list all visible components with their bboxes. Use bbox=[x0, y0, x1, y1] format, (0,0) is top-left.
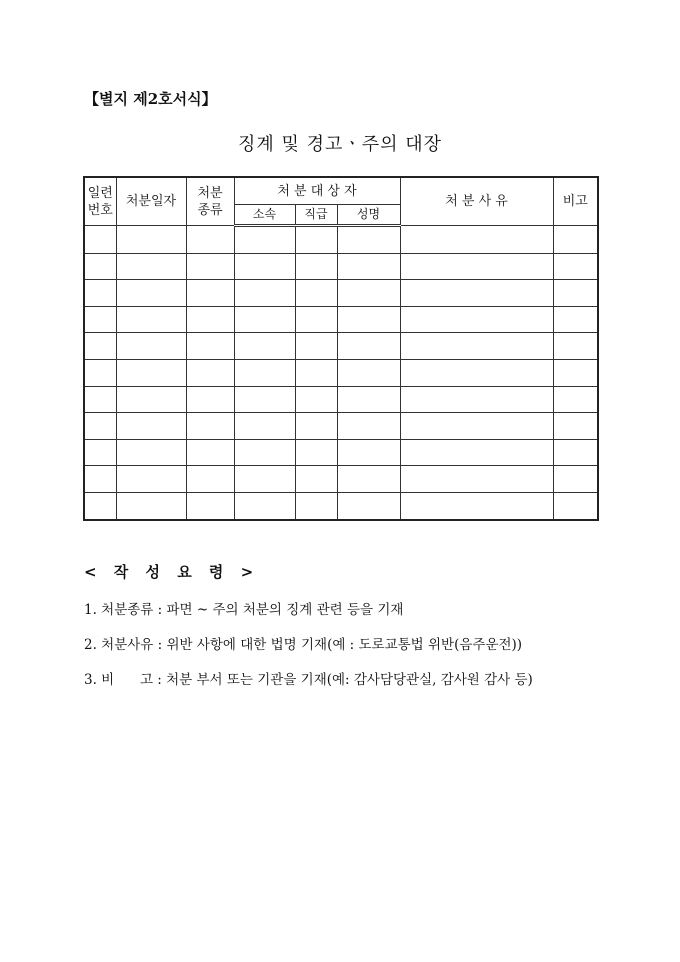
guide-item-disposition-reason: 2. 처분사유 : 위반 사항에 대한 법명 기재(예 : 도로교통법 위반(음주운전)) bbox=[84, 637, 523, 653]
ledger-body bbox=[84, 226, 598, 520]
table-row bbox=[84, 280, 598, 307]
table-cell bbox=[116, 466, 186, 493]
table-cell bbox=[337, 253, 400, 280]
table-cell bbox=[337, 386, 400, 413]
table-cell bbox=[84, 253, 116, 280]
table-row bbox=[84, 413, 598, 440]
header-affiliation: 소속 bbox=[234, 205, 295, 226]
table-cell bbox=[337, 359, 400, 386]
table-cell bbox=[84, 280, 116, 307]
table-row bbox=[84, 439, 598, 466]
table-cell bbox=[295, 226, 337, 254]
table-row bbox=[84, 226, 598, 254]
table-cell bbox=[84, 386, 116, 413]
table-cell bbox=[186, 280, 234, 307]
table-cell bbox=[295, 359, 337, 386]
table-cell bbox=[337, 466, 400, 493]
table-cell bbox=[295, 253, 337, 280]
table-row bbox=[84, 253, 598, 280]
table-cell bbox=[116, 492, 186, 519]
table-cell bbox=[553, 413, 598, 440]
table-cell bbox=[234, 280, 295, 307]
table-cell bbox=[295, 466, 337, 493]
table-cell bbox=[234, 306, 295, 333]
table-cell bbox=[116, 386, 186, 413]
document-title: 징계 및 경고ㆍ주의 대장 bbox=[237, 134, 443, 155]
table-cell bbox=[186, 386, 234, 413]
table-cell bbox=[295, 333, 337, 360]
table-cell bbox=[116, 253, 186, 280]
table-cell bbox=[186, 306, 234, 333]
table-cell bbox=[234, 359, 295, 386]
table-cell bbox=[186, 466, 234, 493]
table-cell bbox=[234, 333, 295, 360]
table-cell bbox=[400, 253, 553, 280]
table-cell bbox=[84, 226, 116, 254]
table-cell bbox=[234, 413, 295, 440]
table-cell bbox=[400, 226, 553, 254]
header-disposition-date: 처분일자 bbox=[116, 177, 186, 226]
table-cell bbox=[84, 439, 116, 466]
header-serial-number: 일련 번호 bbox=[84, 177, 116, 226]
table-cell bbox=[186, 226, 234, 254]
table-cell bbox=[186, 492, 234, 519]
table-cell bbox=[553, 253, 598, 280]
table-cell bbox=[116, 439, 186, 466]
table-cell bbox=[553, 306, 598, 333]
header-disposition-kind: 처분 종류 bbox=[186, 177, 234, 226]
guide-item-remarks: 3. 비 고 : 처분 부서 또는 기관을 기재(예: 감사담당관실, 감사원 감사 등) bbox=[84, 672, 533, 688]
table-cell bbox=[116, 226, 186, 254]
table-cell bbox=[295, 386, 337, 413]
header-disposition-target: 처 분 대 상 자 bbox=[234, 177, 400, 205]
header-disposition-reason: 처 분 사 유 bbox=[400, 177, 553, 226]
table-cell bbox=[337, 439, 400, 466]
table-cell bbox=[553, 439, 598, 466]
table-cell bbox=[84, 359, 116, 386]
table-cell bbox=[400, 359, 553, 386]
table-cell bbox=[234, 466, 295, 493]
table-row bbox=[84, 306, 598, 333]
table-row bbox=[84, 359, 598, 386]
table-cell bbox=[553, 386, 598, 413]
table-cell bbox=[295, 492, 337, 519]
table-cell bbox=[186, 333, 234, 360]
table-cell bbox=[234, 386, 295, 413]
table-cell bbox=[553, 359, 598, 386]
table-row bbox=[84, 386, 598, 413]
table-cell bbox=[84, 466, 116, 493]
table-cell bbox=[553, 333, 598, 360]
header-rank: 직급 bbox=[295, 205, 337, 226]
table-cell bbox=[84, 413, 116, 440]
guide-item-disposition-kind: 1. 처분종류 : 파면 ~ 주의 처분의 징계 관련 등을 기재 bbox=[84, 602, 404, 618]
table-cell bbox=[295, 439, 337, 466]
table-cell bbox=[116, 280, 186, 307]
table-row bbox=[84, 492, 598, 519]
table-cell bbox=[186, 359, 234, 386]
table-cell bbox=[337, 333, 400, 360]
table-cell bbox=[116, 306, 186, 333]
table-cell bbox=[116, 333, 186, 360]
table-cell bbox=[400, 386, 553, 413]
table-cell bbox=[337, 492, 400, 519]
table-cell bbox=[295, 306, 337, 333]
table-cell bbox=[234, 226, 295, 254]
table-cell bbox=[234, 253, 295, 280]
table-cell bbox=[186, 253, 234, 280]
table-cell bbox=[337, 413, 400, 440]
table-cell bbox=[400, 492, 553, 519]
table-cell bbox=[116, 359, 186, 386]
table-cell bbox=[234, 492, 295, 519]
guide-title: < 작 성 요 령 > bbox=[84, 563, 260, 581]
table-cell bbox=[84, 333, 116, 360]
table-cell bbox=[337, 280, 400, 307]
table-cell bbox=[116, 413, 186, 440]
header-name: 성명 bbox=[337, 205, 400, 226]
table-cell bbox=[553, 466, 598, 493]
table-cell bbox=[337, 226, 400, 254]
table-cell bbox=[400, 333, 553, 360]
disciplinary-ledger-table bbox=[83, 176, 599, 521]
table-cell bbox=[553, 492, 598, 519]
table-row bbox=[84, 333, 598, 360]
table-cell bbox=[400, 413, 553, 440]
table-cell bbox=[234, 439, 295, 466]
form-label: 【별지 제2호서식】 bbox=[84, 90, 217, 108]
table-row bbox=[84, 466, 598, 493]
table-cell bbox=[186, 439, 234, 466]
table-cell bbox=[553, 226, 598, 254]
table-cell bbox=[400, 466, 553, 493]
table-cell bbox=[400, 439, 553, 466]
table-cell bbox=[84, 492, 116, 519]
table-cell bbox=[553, 280, 598, 307]
table-cell bbox=[84, 306, 116, 333]
header-remarks: 비고 bbox=[553, 177, 598, 226]
table-cell bbox=[186, 413, 234, 440]
table-cell bbox=[337, 306, 400, 333]
table-cell bbox=[400, 280, 553, 307]
table-cell bbox=[295, 280, 337, 307]
table-cell bbox=[400, 306, 553, 333]
table-cell bbox=[295, 413, 337, 440]
